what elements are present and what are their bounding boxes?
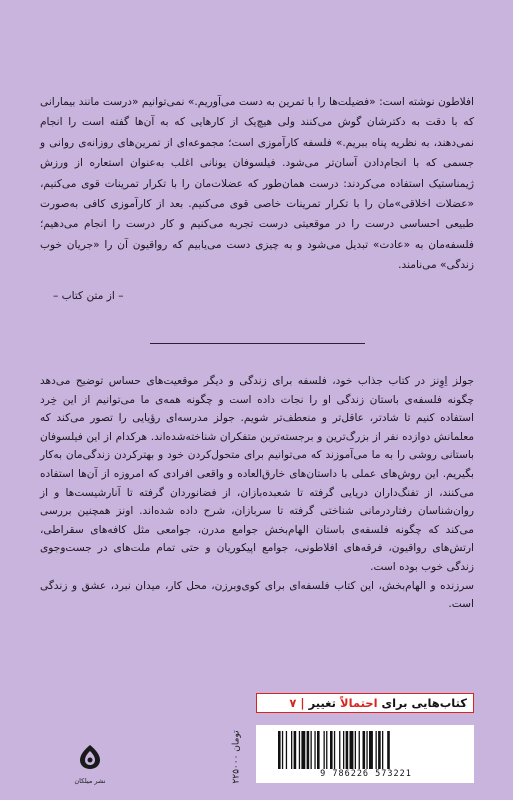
barcode <box>256 725 474 783</box>
description-paragraph-2: سرزنده و الهام‌بخش، این کتاب فلسفه‌ای برای کوی‌وبرزن، محل کار، میدان نبرد، عشق و زندگی است. <box>40 579 474 611</box>
quote-source: – از متن کتاب – <box>53 290 124 302</box>
publisher-logo-icon <box>75 742 105 772</box>
price-label <box>222 732 252 782</box>
series-prefix: کتاب‌هایی برای <box>381 696 467 710</box>
section-divider <box>150 343 365 344</box>
quote-text: افلاطون نوشته است: «فضیلت‌ها را با تمرین به دست می‌آوریم.» نمی‌توانیم «درست مانند بیمارانی که با دقت به دکترشان گوش می‌کنند ولی هیچ‌یک از کارهایی که به آن‌ها گفته است را انجام نمی‌دهند، به نظریه پناه ببریم.» فلسفه کارآموزی است؛ مجموعه‌ای از تمرین‌های روزانه‌ی روانی و جسمی که با انجام‌دادن آسان‌تر می‌شود. فیلسوفان یونانی اغلب به‌عنوان استعاره از ورزش ژیمناستیک استفاده می‌کردند: درست همان‌طور که عضلات‌مان را با تکرار تمرینات قوی می‌کنیم، «عضلات اخلاقی»مان را با تکرار تمرینات خاصی قوی می‌کنیم. بعد از کارآموزی کافی به‌صورت طبیعی احساسی درست را در موقعیتی درست تجربه می‌کنیم و کار درست را انجام می‌دهیم؛ فلسفه‌مان به «عادت» تبدیل می‌شود و به چیزی دست می‌یابیم که رواقیون آن را «جریان خوب زندگی» می‌نامند. <box>40 96 474 272</box>
series-suffix: تغییر <box>308 696 336 710</box>
barcode-bars <box>278 731 460 769</box>
quote-block <box>40 92 474 276</box>
publisher-logo <box>70 742 110 788</box>
price-text: ۲۲۵۰۰۰ تومان <box>232 730 243 784</box>
series-separator: | <box>300 696 305 710</box>
barcode-digits: 9 786226 573221 <box>320 769 412 779</box>
series-highlight: احتمالاً <box>340 696 378 710</box>
publisher-name: نشر میلکان <box>74 777 106 785</box>
series-banner <box>256 693 474 713</box>
book-description <box>40 372 474 614</box>
description-paragraph-1: جولز اِوِنز در کتاب جذاب خود، فلسفه برای زندگی و دیگر موقعیت‌های حساس توضیح می‌دهد چگونه فلسفه‌ی باستان زندگی او را نجات داده است و چگونه همه‌ی ما می‌توانیم از این خِرد استفاده کنیم تا شادتر، عاقل‌تر و منعطف‌تر شویم. جولز مدرسه‌ای رؤیایی را تصور می‌کند که معلمانش دوازده نفر از بزرگ‌ترین و برجسته‌ترین متفکران شناخته‌شده‌اند. هرکدام از این فیلسوفان باستانی روشی را به ما می‌آموزند که می‌توانیم برای متحول‌کردن خود و بهترکردن زندگی‌مان به‌کار بگیریم. این روش‌های عملی با داستان‌های خارق‌العاده و واقعی افرادی که امروزه از آن‌ها استفاده می‌کنند، از تفنگ‌داران دریایی گرفته تا شعبده‌بازان، از فضانوردان گرفته تا آنارشیست‌ها و از روان‌شناسان رفتاردرمانی شناختی گرفته تا سربازان، شرح داده شده‌اند. اونز همچنین بررسی می‌کند که چگونه فلسفه‌ی باستان الهام‌بخش جوامع مدرن، جوامعی مثل کافه‌های سقراطی، ارتش‌های رواقیون، فرقه‌های افلاطونی، جوامع اپیکوریان و حتی تمام ملت‌های در جست‌وجوی زندگی خوب بوده است. <box>40 375 474 573</box>
series-number: ۷ <box>289 696 297 710</box>
